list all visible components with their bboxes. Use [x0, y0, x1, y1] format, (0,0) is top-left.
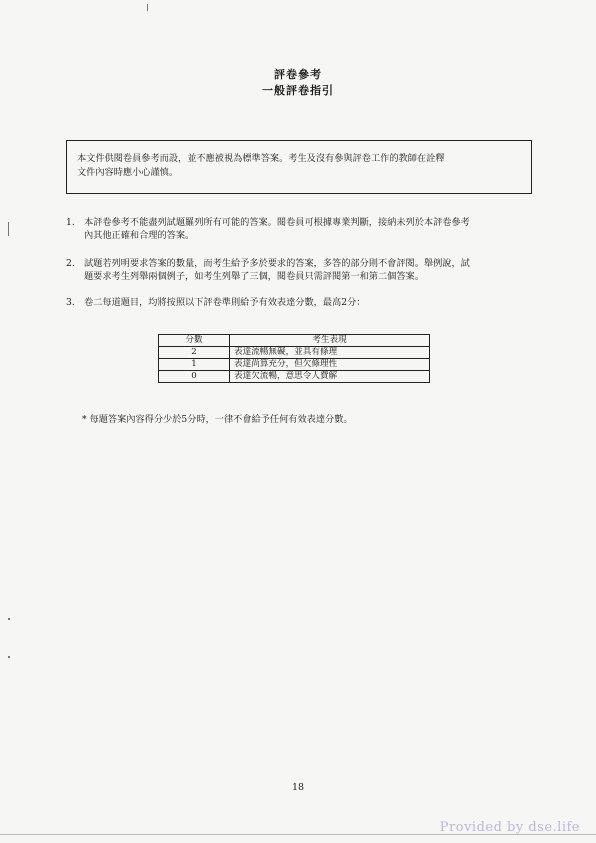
- guideline-text: [84, 296, 552, 309]
- guideline-number: 1.: [66, 217, 75, 228]
- guideline-line: 試題若列明要求答案的數量，而考生給予多於要求的答案，多答的部分則不會評閱。舉例說，試: [84, 258, 470, 269]
- scan-artifact-mark: [8, 222, 9, 236]
- guideline-text: [84, 216, 552, 242]
- scan-artifact-mark: [8, 618, 10, 620]
- guideline-number: 2.: [66, 258, 75, 269]
- performance-cell: 表達欠流暢，意思令人費解: [230, 371, 430, 383]
- table-row: [159, 347, 430, 359]
- score-cell: 1: [159, 359, 230, 371]
- score-cell: 2: [159, 347, 230, 359]
- guideline-line: 本評卷參考不能盡列試題羅列所有可能的答案。閱卷員可根據專業判斷，接納未列於本評卷參考: [84, 217, 470, 228]
- page-title: 評卷參考: [274, 68, 322, 81]
- scan-artifact-mark: [8, 656, 10, 658]
- guideline-line: 卷二每道題目，均將按照以下評卷準則給予有效表達分數，最高2分：: [84, 297, 366, 308]
- table-row: [159, 371, 430, 383]
- notice-line: 文件內容時應小心謹慎。: [77, 167, 179, 178]
- performance-cell: 表達尚算充分，但欠條理性: [230, 359, 430, 371]
- table-row: [159, 359, 430, 371]
- score-table: [158, 334, 430, 383]
- guideline-text: [84, 257, 552, 283]
- guideline-item: [66, 216, 552, 242]
- page-number: 18: [291, 782, 305, 793]
- guideline-item: [66, 257, 552, 283]
- watermark-text: Provided by dse.life: [439, 820, 580, 835]
- performance-cell: 表達流暢無礙，並具有條理: [230, 347, 430, 359]
- page-subtitle: 一般評卷指引: [262, 84, 334, 97]
- guideline-item: [66, 296, 552, 309]
- guideline-line: 內其他正確和合理的答案。: [84, 230, 195, 241]
- footnote: * 每題答案內容得分少於5分時，一律不會給予任何有效表達分數。: [82, 414, 353, 425]
- guideline-line: 題要求考生列舉兩個例子，如考生列舉了三個，閱卷員只需評閱第一和第二個答案。: [84, 271, 424, 282]
- column-header-score: 分數: [159, 335, 230, 347]
- notice-line: 本文件供閱卷員參考而設，並不應被視為標準答案。考生及沒有參與評卷工作的教師在詮釋: [77, 153, 445, 164]
- table-header-row: [159, 335, 430, 347]
- notice-box: [66, 140, 532, 194]
- column-header-performance: 考生表現: [230, 335, 430, 347]
- scan-artifact-mark: [147, 4, 148, 11]
- score-cell: 0: [159, 371, 230, 383]
- guideline-number: 3.: [66, 297, 75, 308]
